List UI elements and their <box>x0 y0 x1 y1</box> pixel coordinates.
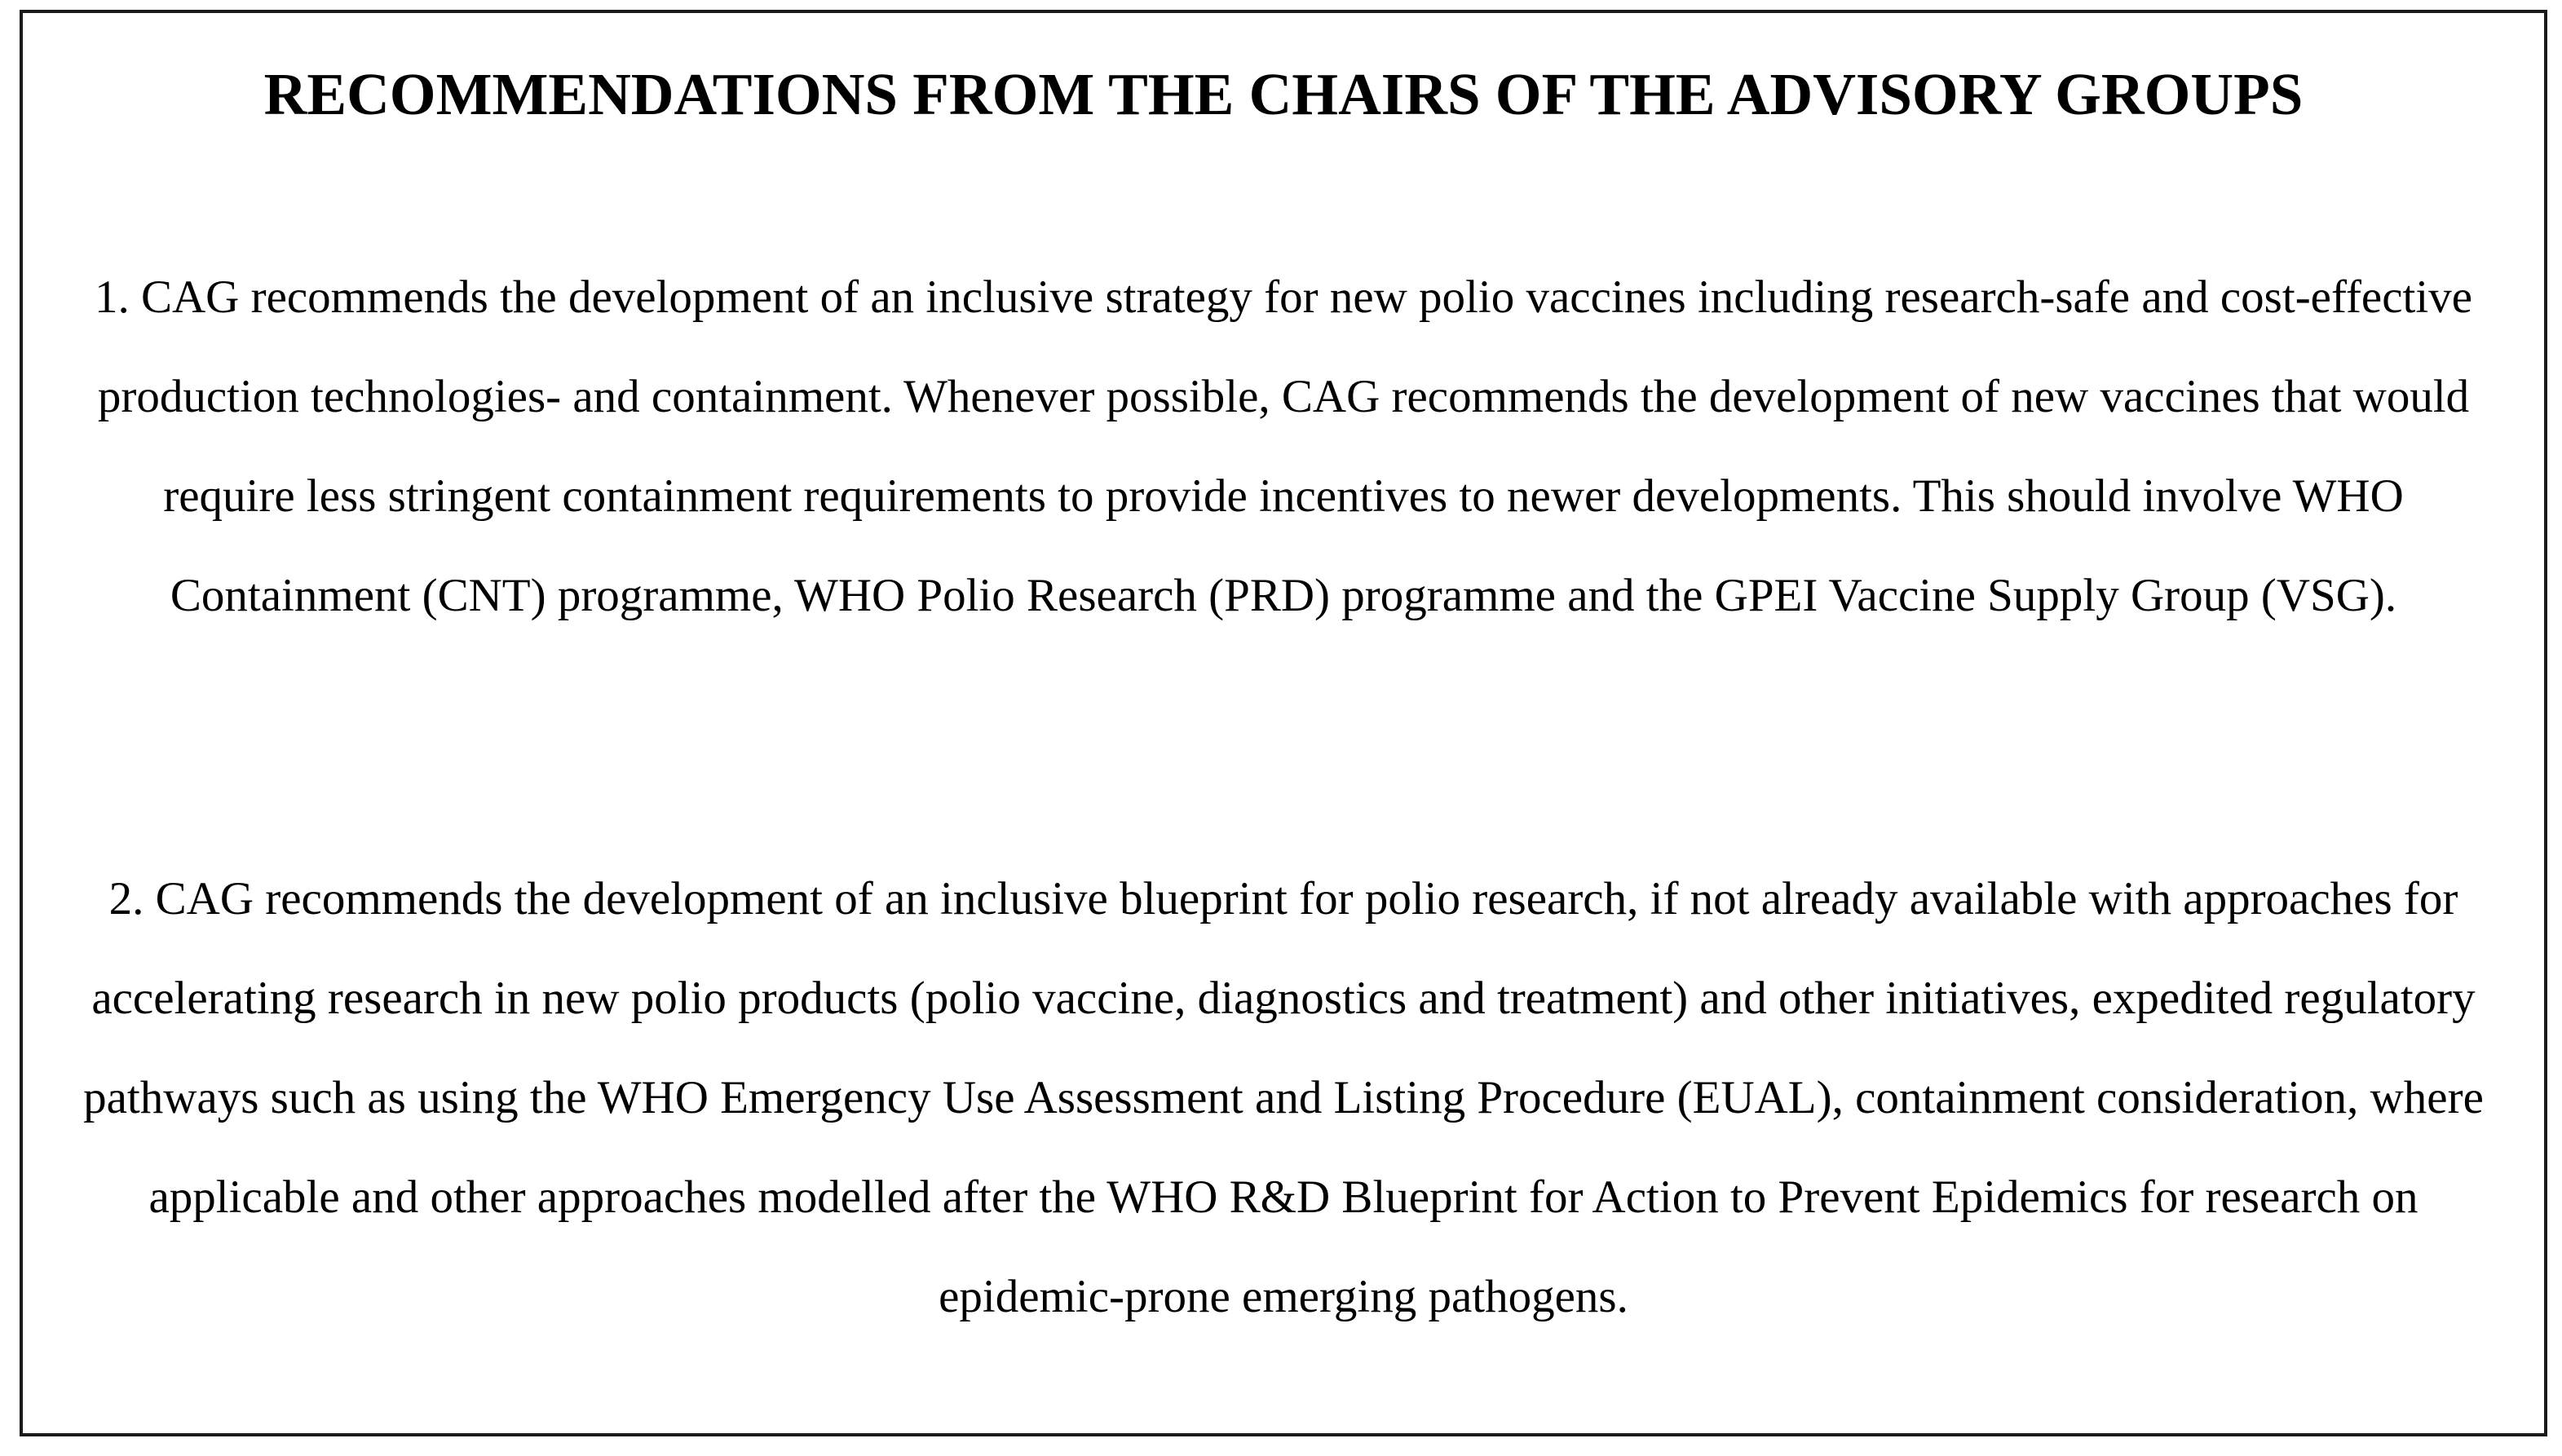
document-title: RECOMMENDATIONS FROM THE CHAIRS OF THE ADVISORY GROUPS <box>263 61 2304 127</box>
recommendation-2: 2. CAG recommends the development of an inclusive blueprint for polio research, if not already available with approaches for accelerating research in new polio products (polio vaccine, diagnostics and treatment) and other initiatives, expedited regulatory pathways such as using the WHO Emergency Use Assessment and Listing Procedure (EUAL), containment consideration, where applicable and other approaches modelled after the WHO R&D Blueprint for Action to Prevent Epidemics for research on epidemic-prone emerging pathogens. <box>83 873 2484 1322</box>
recommendation-1: 1. CAG recommends the development of an inclusive strategy for new polio vaccines including research-safe and cost-effective production technologies- and containment. Whenever possible, CAG recommends the development of new vaccines that would require less stringent containment requirements to provide incentives to newer developments. This should involve WHO Containment (CNT) programme, WHO Polio Research (PRD) programme and the GPEI Vaccine Supply Group (VSG). <box>95 271 2472 621</box>
recommendations-box <box>20 10 2547 1436</box>
